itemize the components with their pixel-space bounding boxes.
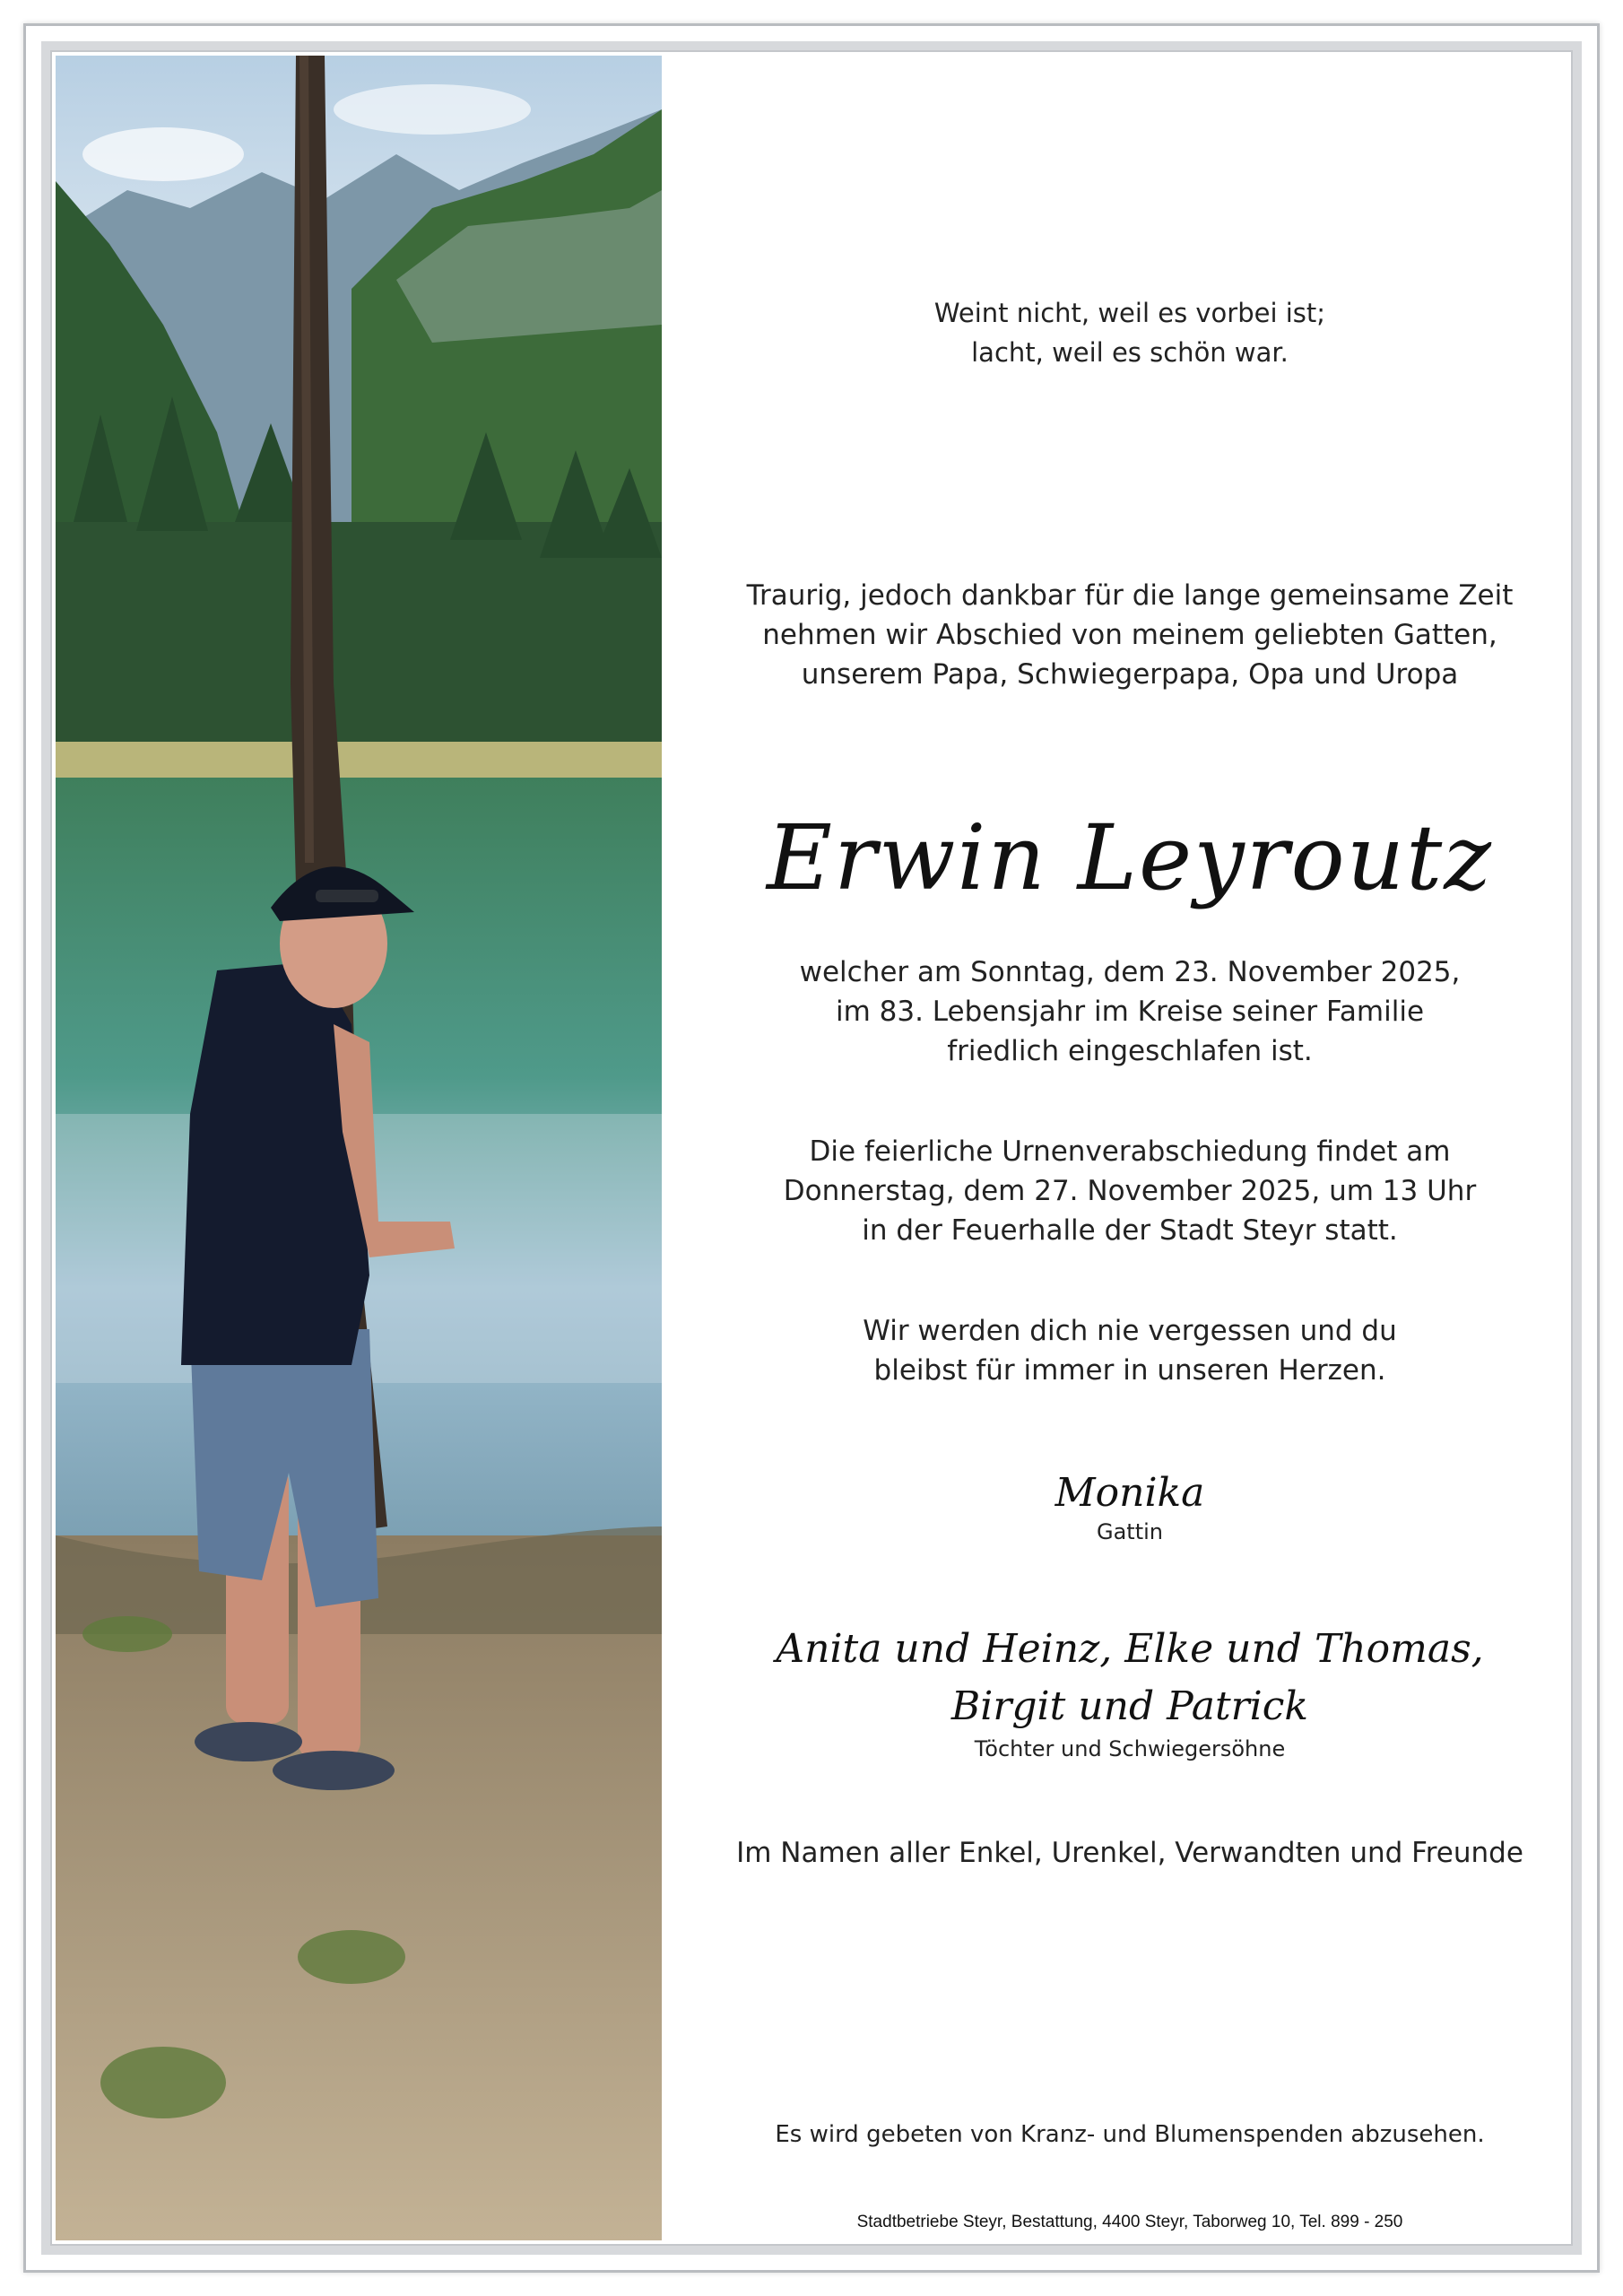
death-notice-line: friedlich eingeschlafen ist. xyxy=(947,1035,1313,1067)
extended-family: Im Namen aller Enkel, Urenkel, Verwandten und Freunde xyxy=(736,1837,1523,1869)
death-notice xyxy=(699,952,1560,1071)
ceremony-details xyxy=(699,1132,1560,1250)
death-notice-line: welcher am Sonntag, dem 23. November 2025, xyxy=(799,956,1461,988)
intro-line: Traurig, jedoch dankbar für die lange gemeinsame Zeit xyxy=(746,579,1514,612)
ceremony-line: in der Feuerhalle der Stadt Steyr statt. xyxy=(862,1214,1398,1247)
closing-line: Wir werden dich nie vergessen und du xyxy=(863,1315,1397,1347)
quote-line: lacht, weil es schön war. xyxy=(971,337,1289,368)
mourner-names: Anita und Heinz, Elke und Thomas, xyxy=(776,1626,1484,1672)
mourner-names: Monika xyxy=(1055,1470,1205,1516)
mourner-children xyxy=(699,1621,1560,1762)
ceremony-line: Donnerstag, dem 27. November 2025, um 13 Uhr xyxy=(783,1175,1477,1207)
quote-line: Weint nicht, weil es vorbei ist; xyxy=(933,298,1326,328)
portrait-photo xyxy=(56,56,662,2240)
closing-words xyxy=(699,1311,1560,1390)
memorial-quote xyxy=(699,293,1560,372)
funeral-home-footer: Stadtbetriebe Steyr, Bestattung, 4400 Steyr, Taborweg 10, Tel. 899 - 250 xyxy=(856,2213,1403,2231)
intro-line: unserem Papa, Schwiegerpapa, Opa und Uropa xyxy=(801,658,1459,691)
mourner-names: Birgit und Patrick xyxy=(950,1683,1309,1729)
mourner-relation: Töchter und Schwiegersöhne xyxy=(974,1736,1286,1761)
announcement-intro xyxy=(699,576,1560,694)
death-notice-line: im 83. Lebensjahr im Kreise seiner Familie xyxy=(835,996,1425,1028)
donation-request: Es wird gebeten von Kranz- und Blumenspenden abzusehen. xyxy=(775,2121,1485,2148)
closing-line: bleibst für immer in unseren Herzen. xyxy=(873,1354,1386,1387)
mourner-spouse xyxy=(699,1468,1560,1545)
mourner-relation: Gattin xyxy=(1096,1519,1163,1544)
intro-line: nehmen wir Abschied von meinem geliebten Gatten, xyxy=(762,619,1497,651)
deceased-name: Erwin Leyroutz xyxy=(767,805,1493,910)
obituary-text xyxy=(699,56,1560,2240)
ceremony-line: Die feierliche Urnenverabschiedung findet am xyxy=(809,1135,1451,1168)
